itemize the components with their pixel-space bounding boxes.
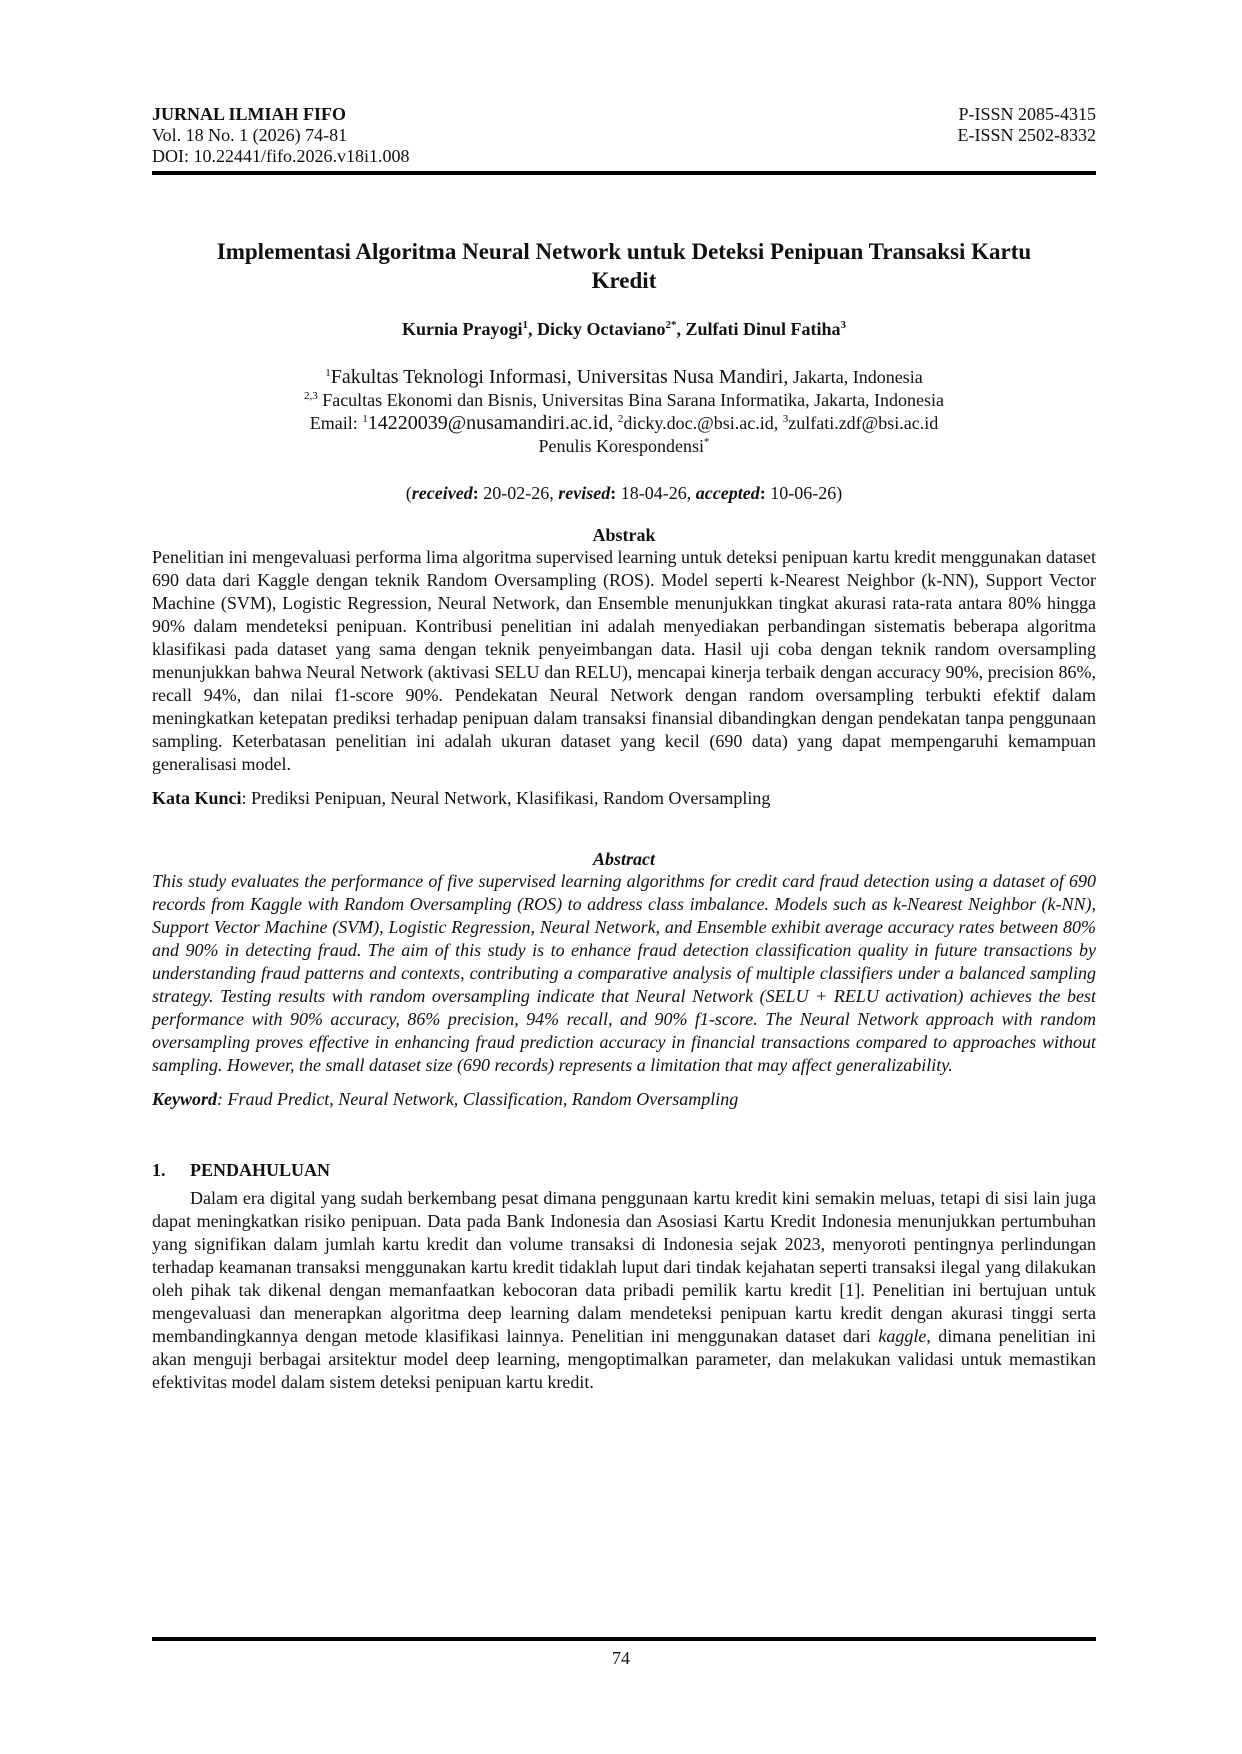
submission-dates: (received: 20-02-26, revised: 18-04-26, accepted: 10-06-26) — [405, 483, 843, 503]
page-number: 74 — [612, 1648, 630, 1668]
revised-label: revised — [558, 483, 611, 503]
journal-doi: DOI: 10.22441/fifo.2026.v18i1.008 — [152, 146, 410, 166]
page-content — [152, 104, 1096, 1394]
affiliation-2-text: Facultas Ekonomi dan Bisnis, Universitas Bina Sarana Informatika, Jakarta, Indonesia — [322, 390, 945, 410]
header-rule — [152, 171, 1096, 175]
affiliation-2-sup: 2,3 — [303, 390, 318, 402]
kata-kunci — [152, 788, 1096, 809]
section-heading — [152, 1160, 1096, 1181]
affiliation-1-sup: 1 — [325, 367, 331, 379]
abstract-heading: Abstract — [592, 849, 655, 869]
email-2-sup: 2 — [617, 413, 624, 425]
email-line — [152, 412, 1096, 435]
email-3-sup: 3 — [782, 413, 789, 425]
footer-rule — [152, 1637, 1096, 1641]
section-paragraph — [152, 1187, 1096, 1394]
author-3-sup: 3 — [840, 319, 847, 331]
author-1: Kurnia Prayogi — [401, 319, 523, 339]
affiliations — [152, 366, 1096, 458]
journal-name: JURNAL ILMIAH FIFO — [152, 104, 347, 124]
author-2-sup: 2* — [665, 319, 677, 331]
section-title: PENDAHULUAN — [190, 1160, 331, 1180]
email-1[interactable]: 14220039@nusamandiri.ac.id, — [367, 412, 614, 434]
kata-kunci-text: : Prediksi Penipuan, Neural Network, Klasifikasi, Random Oversampling — [241, 788, 771, 808]
corresponding-sup: * — [704, 436, 710, 448]
journal-volume: Vol. 18 No. 1 (2026) 74-81 — [152, 125, 348, 145]
abstract-text: This study evaluates the performance of five supervised learning algorithms for credit card fraud detection using a dataset of 690 records from Kaggle with Random Oversampling (ROS) to address class imbalance. Models such as k-Nearest Neighbor (k-NN), Support Vector Machine (SVM), Logistic Regression, Neural Network, and Ensemble exhibit average accuracy rates between 80% and 90% in detecting fraud. The aim of this study is to enhance fraud detection classification quality in future transactions by understanding fraud patterns and contexts, contributing a comparative analysis of multiple classifiers under a balanced sampling strategy. Testing results with random oversampling indicate that Neural Network (SELU + RELU activation) achieves the best performance with 90% accuracy, 86% precision, 94% recall, and 90% f1-score. The Neural Network approach with random oversampling proves effective in enhancing fraud prediction accuracy in financial transactions compared to approaches without sampling. However, the small dataset size (690 records) represents a limitation that may affect generalizability. — [152, 871, 1096, 1075]
affiliation-2 — [152, 389, 1096, 412]
paragraph-part-1: Dalam era digital yang sudah berkembang pesat dimana penggunaan kartu kredit kini semakin meluas, tetapi di sisi lain juga dapat meningkatkan risiko penipuan. Data pada Bank Indonesia dan Asosiasi Kartu Kredit Indonesia menunjukkan pertumbuhan yang signifikan dalam jumlah kartu kredit dan volume transaksi di Indonesia sejak 2023, menyoroti pentingnya perlindungan terhadap keamanan transaksi menggunakan kartu kredit tidaklah luput dari tindak kejahatan seperti transaksi ilegal yang dilakukan oleh pihak tak dikenal dengan memanfaatkan kebocoran data pribadi pemilik kartu kredit [1]. Penelitian ini bertujuan untuk mengevaluasi dan menerapkan algoritma deep learning dalam mendeteksi penipuan kartu kredit dengan akurasi tinggi serta membandingkannya dengan metode klasifikasi lainnya. Penelitian ini menggunakan dataset dari — [152, 1188, 1096, 1346]
email-2[interactable]: dicky.doc.@bsi.ac.id, — [623, 413, 779, 433]
email-3[interactable]: zulfati.zdf@bsi.ac.id — [788, 413, 939, 433]
corresponding-author — [152, 435, 1096, 458]
abstrak-text: Penelitian ini mengevaluasi performa lima algoritma supervised learning untuk deteksi penipuan kartu kredit menggunakan dataset 690 data dari Kaggle dengan teknik Random Oversampling (ROS). Model seperti k-Nearest Neighbor (k-NN), Support Vector Machine (SVM), Logistic Regression, Neural Network, dan Ensemble menunjukkan tingkat akurasi rata-rata antara 80% hingga 90% dalam mendeteksi penipuan. Kontribusi penelitian ini adalah menyediakan perbandingan sistematis beberapa algoritma klasifikasi pada dataset yang sama dengan teknik penyeimbangan data. Hasil uji coba dengan teknik random oversampling menunjukkan bahwa Neural Network (aktivasi SELU dan RELU), mencapai kinerja terbaik dengan accuracy 90%, precision 86%, recall 94%, dan nilai f1-score 90%. Pendekatan Neural Network dengan random oversampling terbukti efektif dalam meningkatkan ketepatan prediksi terhadap penipuan dalam transaksi finansial dibandingkan dengan pendekatan tanpa penggunaan sampling. Keterbatasan penelitian ini adalah ukuran dataset yang kecil (690 data) yang dapat mempengaruhi kemampuan generalisasi model. — [152, 547, 1096, 774]
pissn: P-ISSN 2085-4315 — [958, 104, 1096, 124]
received-label: received — [411, 483, 473, 503]
author-3: Zulfati Dinul Fatiha — [685, 319, 841, 339]
keyword — [152, 1089, 1096, 1110]
received-date: 20-02-26 — [483, 483, 550, 503]
abstrak-heading: Abstrak — [592, 525, 656, 545]
header-left — [152, 104, 409, 167]
paragraph-part-2: , dimana penelitian ini akan menguji berbagai arsitektur model deep learning, mengoptimalkan parameter, dan melakukan validasi untuk memastikan efektivitas model dalam sistem deteksi penipuan kartu kredit. — [152, 1326, 1096, 1392]
author-list: Kurnia Prayogi$^1$, Dicky Octaviano$^{2*}$, Zulfati Dinul Fatiha$^3$ — [401, 319, 847, 339]
author-2: Dicky Octaviano — [536, 319, 666, 339]
kata-kunci-label: Kata Kunci — [152, 788, 242, 808]
header-right — [958, 104, 1097, 167]
accepted-date: 10-06-26 — [770, 483, 837, 503]
accepted-label: accepted — [695, 483, 760, 503]
email-1-sup: 1 — [362, 413, 368, 425]
revised-date: 18-04-26 — [620, 483, 687, 503]
keyword-text: : Fraud Predict, Neural Network, Classification, Random Oversampling — [217, 1089, 739, 1109]
paragraph-italic: kaggle — [878, 1326, 927, 1346]
affiliation-1-rest: Jakarta, Indonesia — [792, 367, 923, 387]
section-number: 1. — [152, 1160, 166, 1180]
affiliation-1-main: Fakultas Teknologi Informasi, Universitas Nusa Mandiri, — [330, 366, 789, 388]
corresponding-label: Penulis Korespondensi — [538, 436, 704, 456]
keyword-label: Keyword — [152, 1089, 217, 1109]
email-label: Email: — [309, 413, 358, 433]
eissn: E-ISSN 2502-8332 — [957, 125, 1096, 145]
affiliation-1 — [152, 366, 1096, 389]
author-1-sup: 1 — [522, 319, 528, 331]
running-header — [152, 104, 1096, 167]
paper-title: Implementasi Algoritma Neural Network untuk Deteksi Penipuan Transaksi Kartu Kredit — [216, 239, 1032, 293]
